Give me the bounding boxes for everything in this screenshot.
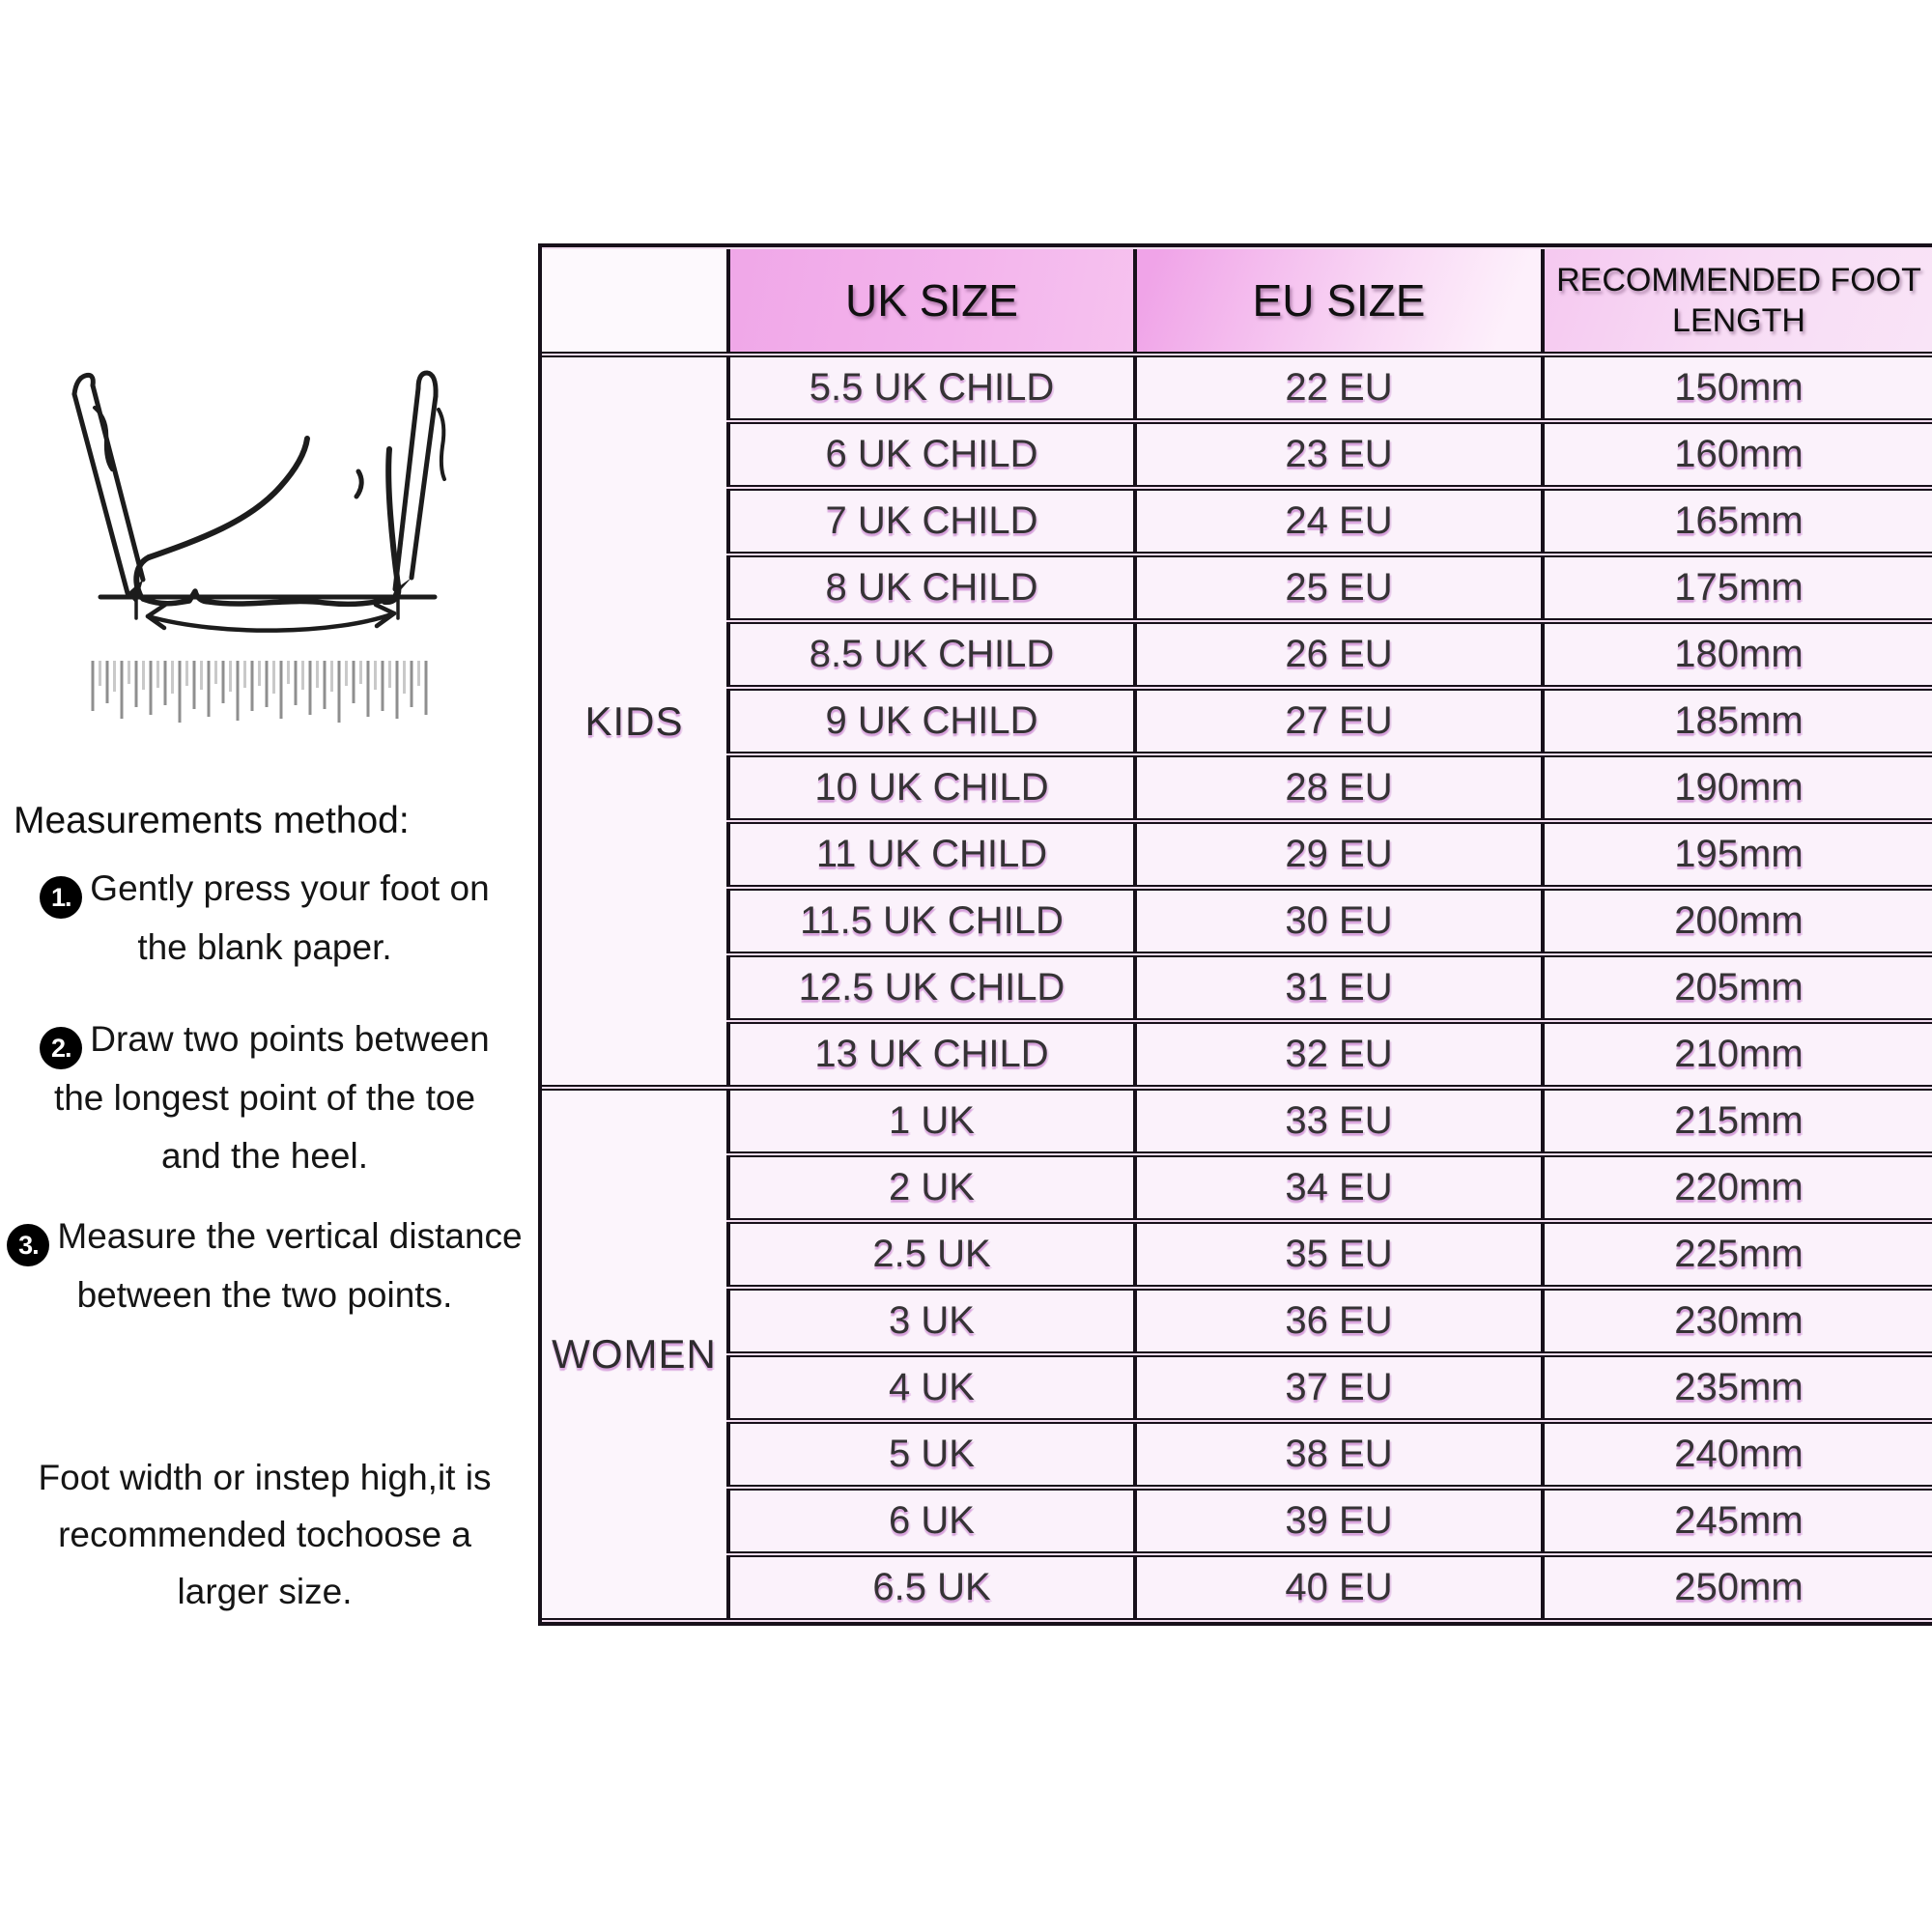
uk-size-cell: 5 UK (726, 1422, 1133, 1487)
eu-size-column-header: EU SIZE (1133, 249, 1541, 354)
foot-length-cell: 175mm (1541, 555, 1932, 620)
foot-length-cell: 180mm (1541, 622, 1932, 687)
table-row (542, 422, 1932, 487)
step-3-text: between the two points. (76, 1275, 453, 1315)
table-row (542, 1155, 1932, 1220)
group-label-women: WOMEN (542, 1089, 726, 1620)
eu-size-cell: 36 EU (1133, 1289, 1541, 1353)
size-table-header (542, 249, 1932, 354)
eu-size-cell: 37 EU (1133, 1355, 1541, 1420)
eu-size-cell: 33 EU (1133, 1089, 1541, 1153)
table-row (542, 1555, 1932, 1620)
sizing-note-text: Foot width or instep high,it is (38, 1458, 492, 1497)
eu-size-cell: 30 EU (1133, 889, 1541, 953)
measurement-instructions-panel (0, 0, 533, 1932)
method-title: Measurements method: (14, 800, 410, 841)
foot-length-cell: 235mm (1541, 1355, 1932, 1420)
table-row (542, 889, 1932, 953)
table-row (542, 489, 1932, 554)
sizing-note-text: larger size. (177, 1572, 353, 1611)
uk-size-cell: 3 UK (726, 1289, 1133, 1353)
table-row (542, 955, 1932, 1020)
uk-size-cell: 6.5 UK (726, 1555, 1133, 1620)
eu-size-cell: 38 EU (1133, 1422, 1541, 1487)
method-step-3 (0, 1208, 529, 1324)
foot-length-cell: 240mm (1541, 1422, 1932, 1487)
foot-length-cell: 200mm (1541, 889, 1932, 953)
uk-size-cell: 13 UK CHILD (726, 1022, 1133, 1087)
shoe-size-table (538, 243, 1932, 1626)
foot-length-cell: 185mm (1541, 689, 1932, 753)
foot-length-cell: 150mm (1541, 355, 1932, 420)
eu-size-cell: 22 EU (1133, 355, 1541, 420)
foot-length-cell: 195mm (1541, 822, 1932, 887)
foot-length-cell: 190mm (1541, 755, 1932, 820)
eu-size-cell: 32 EU (1133, 1022, 1541, 1087)
table-row (542, 1022, 1932, 1087)
foot-length-cell: 250mm (1541, 1555, 1932, 1620)
foot-length-cell: 205mm (1541, 955, 1932, 1020)
uk-size-cell: 11 UK CHILD (726, 822, 1133, 887)
method-step-2 (0, 1010, 529, 1185)
table-row (542, 1222, 1932, 1287)
eu-size-cell: 23 EU (1133, 422, 1541, 487)
uk-size-cell: 6 UK (726, 1489, 1133, 1553)
foot-measurement-diagram-icon (56, 359, 454, 757)
foot-length-cell: 160mm (1541, 422, 1932, 487)
eu-size-cell: 24 EU (1133, 489, 1541, 554)
size-table-body (542, 355, 1932, 1620)
foot-length-cell: 225mm (1541, 1222, 1932, 1287)
table-row (542, 1355, 1932, 1420)
ruler-icon (93, 661, 426, 723)
corner-cell (542, 249, 726, 354)
eu-size-cell: 29 EU (1133, 822, 1541, 887)
table-row (542, 1089, 1932, 1153)
table-row (542, 822, 1932, 887)
eu-size-cell: 39 EU (1133, 1489, 1541, 1553)
uk-size-cell: 5.5 UK CHILD (726, 355, 1133, 420)
eu-size-cell: 40 EU (1133, 1555, 1541, 1620)
foot-length-cell: 245mm (1541, 1489, 1932, 1553)
uk-size-cell: 1 UK (726, 1089, 1133, 1153)
table-row (542, 1489, 1932, 1553)
eu-size-cell: 31 EU (1133, 955, 1541, 1020)
eu-size-cell: 26 EU (1133, 622, 1541, 687)
eu-size-cell: 28 EU (1133, 755, 1541, 820)
foot-length-column-header: RECOMMENDED FOOT LENGTH (1541, 249, 1932, 354)
step-2-text: and the heel. (161, 1136, 368, 1176)
uk-size-cell: 4 UK (726, 1355, 1133, 1420)
table-row (542, 1422, 1932, 1487)
header-row (542, 249, 1932, 354)
eu-size-cell: 34 EU (1133, 1155, 1541, 1220)
eu-size-cell: 35 EU (1133, 1222, 1541, 1287)
table-row (542, 555, 1932, 620)
uk-size-cell: 2 UK (726, 1155, 1133, 1220)
uk-size-column-header: UK SIZE (726, 249, 1133, 354)
step-2-number-badge: 2. (40, 1027, 82, 1069)
step-1-text: Gently press your foot on (90, 868, 490, 908)
uk-size-cell: 2.5 UK (726, 1222, 1133, 1287)
uk-size-cell: 7 UK CHILD (726, 489, 1133, 554)
step-2-text: Draw two points between (90, 1019, 490, 1059)
foot-outline (136, 439, 398, 604)
foot-length-cell: 230mm (1541, 1289, 1932, 1353)
table-row (542, 355, 1932, 420)
step-1-text: the blank paper. (137, 927, 392, 967)
table-row (542, 1289, 1932, 1353)
table-row (542, 689, 1932, 753)
table-row (542, 622, 1932, 687)
sizing-note (0, 1449, 529, 1620)
group-label-kids: KIDS (542, 355, 726, 1087)
step-3-text: Measure the vertical distance (57, 1216, 523, 1256)
foot-length-cell: 215mm (1541, 1089, 1932, 1153)
method-step-1 (0, 860, 529, 977)
uk-size-cell: 8 UK CHILD (726, 555, 1133, 620)
step-2-text: the longest point of the toe (53, 1078, 476, 1118)
left-pen-icon (74, 375, 143, 618)
foot-length-cell: 220mm (1541, 1155, 1932, 1220)
table-row (542, 755, 1932, 820)
uk-size-cell: 11.5 UK CHILD (726, 889, 1133, 953)
sizing-note-text: recommended tochoose a (58, 1515, 471, 1554)
uk-size-cell: 12.5 UK CHILD (726, 955, 1133, 1020)
uk-size-cell: 9 UK CHILD (726, 689, 1133, 753)
eu-size-cell: 27 EU (1133, 689, 1541, 753)
length-arrow (148, 605, 394, 631)
uk-size-cell: 8.5 UK CHILD (726, 622, 1133, 687)
uk-size-cell: 6 UK CHILD (726, 422, 1133, 487)
step-3-number-badge: 3. (7, 1224, 49, 1266)
step-1-number-badge: 1. (40, 876, 82, 919)
foot-length-cell: 165mm (1541, 489, 1932, 554)
foot-length-cell: 210mm (1541, 1022, 1932, 1087)
uk-size-cell: 10 UK CHILD (726, 755, 1133, 820)
eu-size-cell: 25 EU (1133, 555, 1541, 620)
